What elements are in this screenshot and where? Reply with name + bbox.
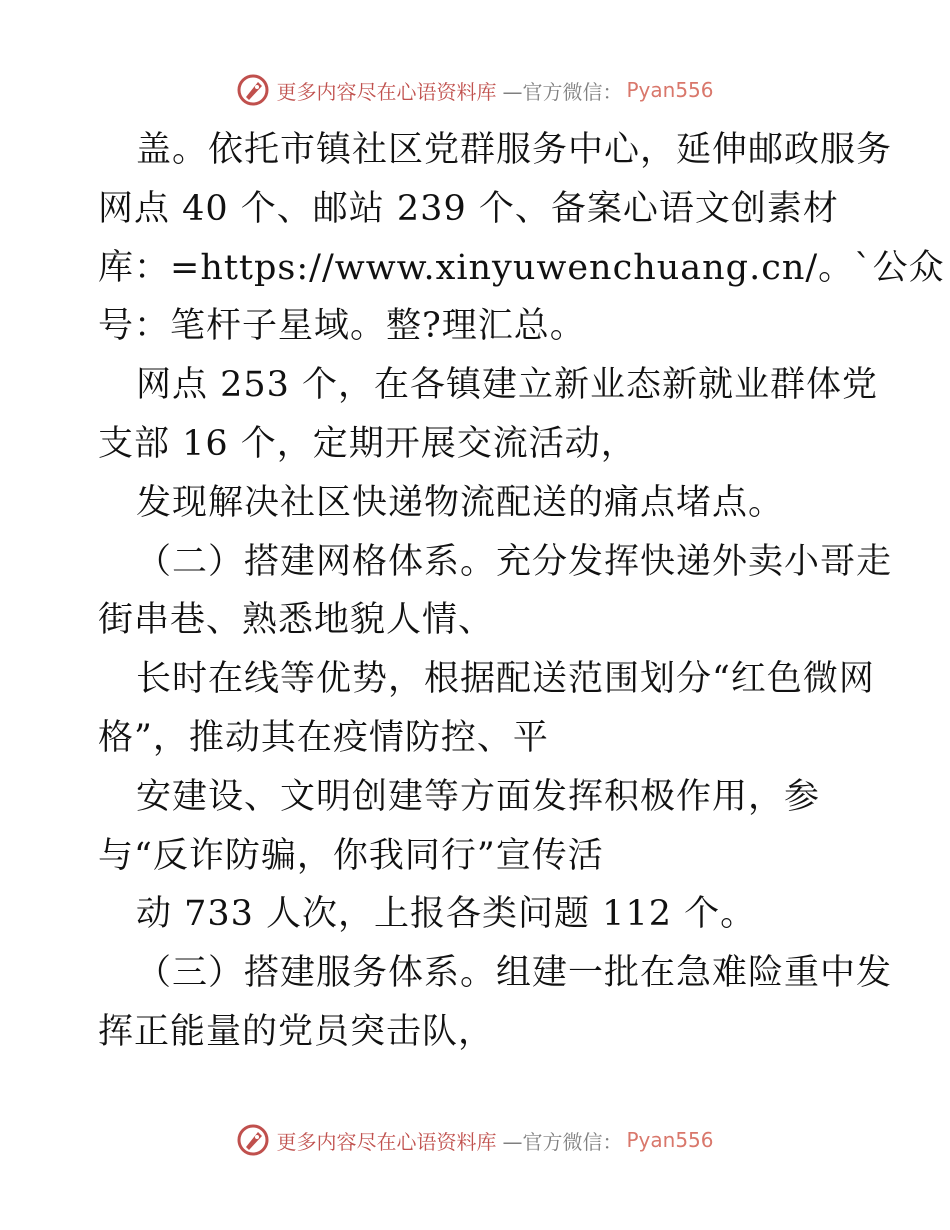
document-body: [98, 121, 945, 1062]
banner-wechat-id: Pyan556: [626, 1128, 714, 1152]
banner-dash-text: —官方微信：: [502, 79, 623, 104]
text-line: 库：=https://www.xinyuwenchuang.cn/。`公众: [98, 247, 945, 288]
text-line: 与“反诈防骗，你我同行”宣传活: [98, 835, 604, 876]
pen-nib-logo-icon: [236, 1123, 270, 1157]
text-line: 支部 16 个，定期开展交流活动，: [98, 423, 637, 464]
text-line: 网点 40 个、邮站 239 个、备案心语文创素材: [98, 188, 839, 229]
banner-main-text: 更多内容尽在心语资料库: [276, 79, 497, 104]
banner-main-text: 更多内容尽在心语资料库: [276, 1129, 497, 1154]
text-line: （三）搭建服务体系。组建一批在急难险重中发: [136, 953, 893, 994]
text-line: 安建设、文明创建等方面发挥积极作用，参: [136, 776, 821, 817]
banner-wechat-id: Pyan556: [626, 78, 714, 102]
banner-dash-text: —官方微信：: [502, 1129, 623, 1154]
header-banner: [0, 70, 950, 110]
footer-banner: [0, 1120, 950, 1160]
text-line: 盖。依托市镇社区党群服务中心，延伸邮政服务: [136, 130, 893, 170]
text-line: 网点 253 个，在各镇建立新业态新就业群体党: [136, 365, 879, 406]
text-line: 长时在线等优势，根据配送范围划分“红色微网: [136, 659, 875, 700]
text-line: 动 733 人次，上报各类问题 112 个。: [136, 894, 757, 935]
text-line: 发现解决社区快递物流配送的痛点堵点。: [136, 482, 785, 523]
text-line: （二）搭建网格体系。充分发挥快递外卖小哥走: [136, 541, 893, 582]
text-line: 挥正能量的党员突击队，: [98, 1011, 495, 1052]
pen-nib-logo-icon: [236, 73, 270, 107]
text-line: 街串巷、熟悉地貌人情、: [98, 600, 495, 641]
text-line: 格”，推动其在疫情防控、平: [98, 717, 549, 758]
text-line: 号：笔杆子星域。整?理汇总。: [98, 306, 586, 347]
